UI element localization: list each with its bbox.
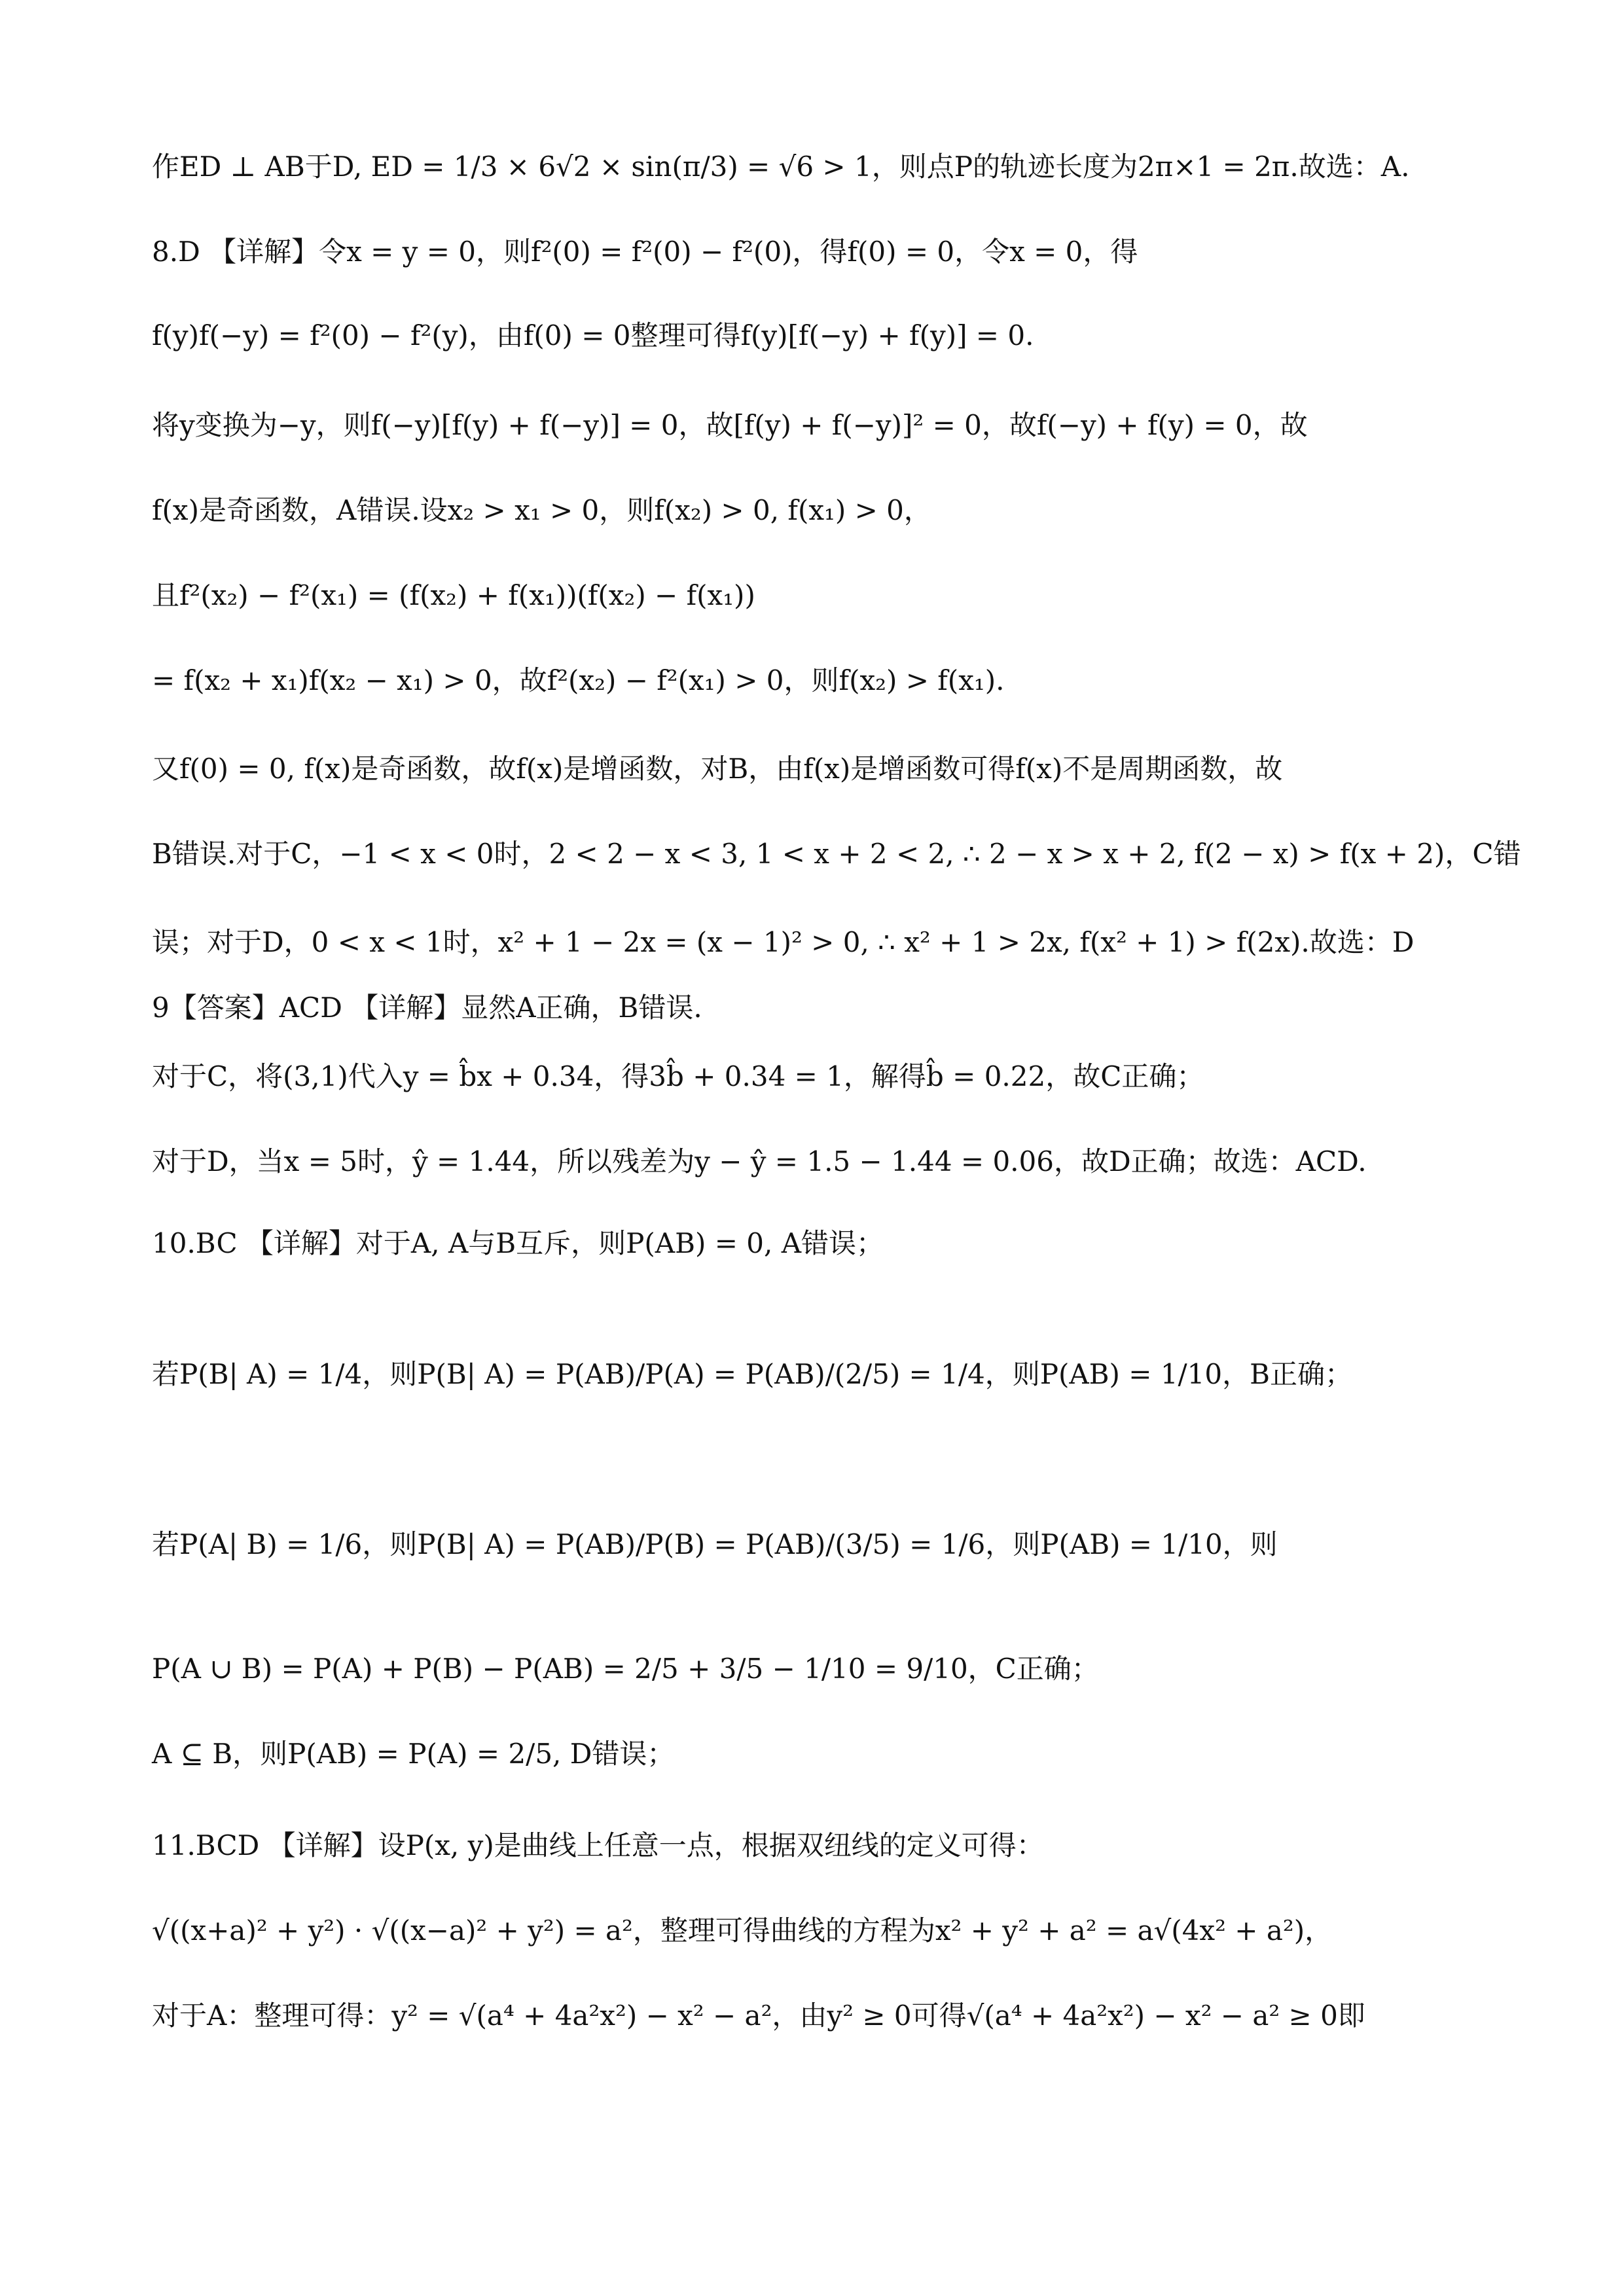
solution-line-17: P(A ∪ B) = P(A) + P(B) − P(AB) = 2/5 + 3/5 − 1/10 = 9/10，C正确； xyxy=(152,1653,1099,1685)
solution-line-3: f(y)f(−y) = f²(0) − f²(y)，由f(0) = 0整理可得f(y)[f(−y) + f(y)] = 0. xyxy=(152,319,1034,351)
solution-line-18: A ⊆ B，则P(AB) = P(A) = 2/5, D错误； xyxy=(152,1738,675,1770)
solution-line-16: 若P(A| B) = 1/6，则P(B| A) = P(AB)/P(B) = P(AB)/(3/5) = 1/6，则P(AB) = 1/10，则 xyxy=(152,1528,1278,1560)
solution-line-2: 8.D 【详解】令x = y = 0，则f²(0) = f²(0) − f²(0)，得f(0) = 0，令x = 0，得 xyxy=(152,236,1138,268)
solution-line-9: B错误.对于C，−1 < x < 0时，2 < 2 − x < 3, 1 < x + 2 < 2, ∴ 2 − x > x + 2, f(2 − x) > f(x + 2)，C错 xyxy=(152,838,1521,870)
solution-line-21: 对于A：整理可得：y² = √(a⁴ + 4a²x²) − x² − a²，由y² ≥ 0可得√(a⁴ + 4a²x²) − x² − a² ≥ 0即 xyxy=(152,2000,1365,2032)
solution-line-4: 将y变换为−y，则f(−y)[f(y) + f(−y)] = 0，故[f(y) + f(−y)]² = 0，故f(−y) + f(y) = 0，故 xyxy=(152,409,1308,441)
solution-line-10: 误；对于D，0 < x < 1时，x² + 1 − 2x = (x − 1)² > 0, ∴ x² + 1 > 2x, f(x² + 1) > f(2x).故选：D xyxy=(152,926,1415,958)
solution-line-19: 11.BCD 【详解】设P(x, y)是曲线上任意一点，根据双纽线的定义可得： xyxy=(152,1829,1044,1861)
solution-line-13: 对于D，当x = 5时，ŷ = 1.44，所以残差为y − ŷ = 1.5 − 1.44 = 0.06，故D正确；故选：ACD. xyxy=(152,1145,1367,1177)
solution-line-7: = f(x₂ + x₁)f(x₂ − x₁) > 0，故f²(x₂) − f²(x₁) > 0，则f(x₂) > f(x₁). xyxy=(152,664,1005,696)
solution-line-8: 又f(0) = 0, f(x)是奇函数，故f(x)是增函数，对B，由f(x)是增函数可得f(x)不是周期函数，故 xyxy=(152,753,1283,785)
solution-line-1: 作ED ⊥ AB于D, ED = 1/3 × 6√2 × sin(π/3) = √6 > 1，则点P的轨迹长度为2π×1 = 2π.故选：A. xyxy=(152,151,1410,183)
solution-line-5: f(x)是奇函数，A错误.设x₂ > x₁ > 0，则f(x₂) > 0, f(x₁) > 0， xyxy=(152,494,931,526)
solution-line-12: 对于C，将(3,1)代入y = b̂x + 0.34，得3b̂ + 0.34 = 1，解得b̂ = 0.22，故C正确； xyxy=(152,1060,1204,1092)
solution-line-6: 且f²(x₂) − f²(x₁) = (f(x₂) + f(x₁))(f(x₂) − f(x₁)) xyxy=(152,579,755,611)
solution-line-20: √((x+a)² + y²) · √((x−a)² + y²) = a²，整理可得曲线的方程为x² + y² + a² = a√(4x² + a²)， xyxy=(152,1914,1333,1946)
solution-line-15: 若P(B| A) = 1/4，则P(B| A) = P(AB)/P(A) = P(AB)/(2/5) = 1/4，则P(AB) = 1/10，B正确； xyxy=(152,1358,1352,1390)
solution-line-11: 9【答案】ACD 【详解】显然A正确，B错误. xyxy=(152,992,702,1024)
solution-line-14: 10.BC 【详解】对于A, A与B互斥，则P(AB) = 0, A错误； xyxy=(152,1227,884,1259)
